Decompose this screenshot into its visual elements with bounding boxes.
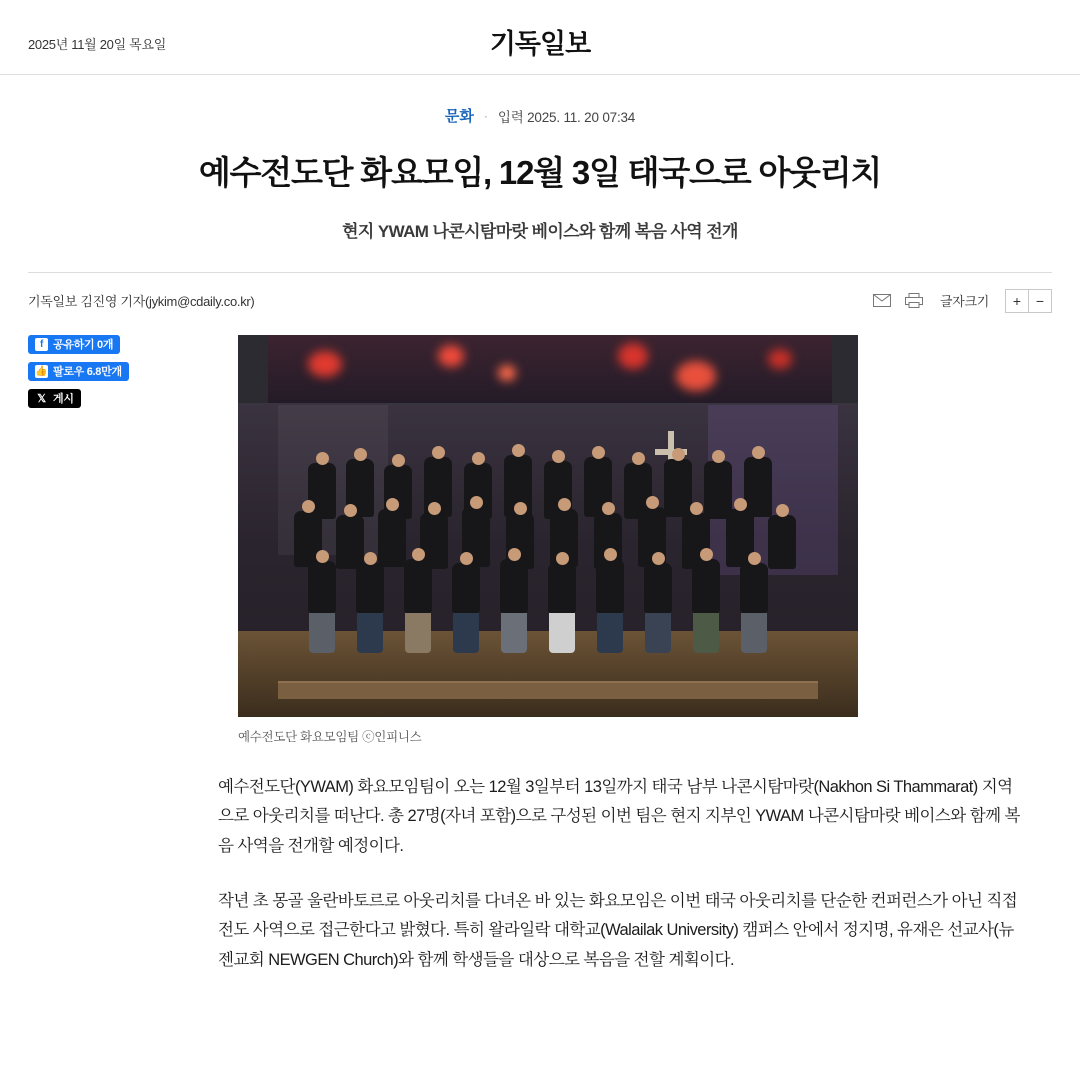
page-title: 예수전도단 화요모임, 12월 3일 태국으로 아웃리치 (198, 154, 882, 191)
photo-person (500, 559, 528, 613)
facebook-share-button[interactable] (28, 335, 120, 354)
bokeh-light (438, 345, 464, 367)
font-size-decrease-button[interactable]: − (1028, 290, 1051, 312)
thumbs-up-icon: 👍 (35, 365, 48, 377)
font-size-increase-button[interactable]: + (1006, 290, 1028, 312)
article-paragraph: 작년 초 몽골 울란바토르로 아웃리치를 다녀온 바 있는 화요모임은 이번 태국 아웃리치를 단순한 컨퍼런스가 아닌 직접 전도 사역으로 접근한다고 밝혔다. 특히 왈라일락 대학교(Walailak University) 캠퍼스 안에서 정지명, 유재은 선교사(뉴젠교회 NEWGEN Church)와 함께 학생들을 대상으로 복음을 전할 계획이다. (218, 891, 1018, 969)
photo-person (404, 559, 432, 613)
bokeh-light (768, 349, 792, 369)
facebook-icon: f (35, 338, 48, 351)
article-header (0, 105, 1080, 242)
byline: 기독일보 김진영 기자(jykim@cdaily.co.kr) (28, 294, 255, 310)
meta-separator: · (483, 108, 488, 123)
print-icon[interactable] (904, 292, 924, 309)
article-body-wrapper (0, 329, 1080, 975)
article-subheadline: 현지 YWAM 나콘시탐마랏 베이스와 함께 복음 사역 전개 (342, 221, 738, 241)
photo-person (452, 563, 480, 613)
article-figure (28, 329, 1052, 745)
article-photo (238, 335, 858, 717)
x-post-label: 게시 (53, 393, 74, 406)
photo-person-legs (501, 613, 527, 653)
bokeh-light (618, 343, 648, 369)
x-post-button[interactable] (28, 389, 81, 408)
x-icon: 𝕏 (37, 392, 46, 405)
article-tools (872, 289, 1052, 313)
facebook-share-label: 공유하기 0개 (53, 339, 114, 352)
photo-person (596, 559, 624, 613)
photo-person-legs (309, 613, 335, 653)
article-text (28, 745, 1052, 975)
article-meta (28, 105, 1052, 126)
photo-person (308, 561, 336, 613)
photo-person (356, 563, 384, 613)
photo-person-legs (357, 613, 383, 653)
photo-person (744, 457, 772, 517)
photo-person (548, 563, 576, 613)
masthead-date: 2025년 11월 20일 목요일 (28, 37, 166, 52)
bokeh-light (308, 351, 342, 377)
bokeh-light (676, 361, 716, 391)
stage-step (278, 681, 818, 699)
photo-person (664, 459, 692, 517)
photo-caption: 예수전도단 화요모임팀 ⓒ인피니스 (238, 729, 422, 744)
photo-person-legs (549, 613, 575, 653)
bokeh-light (498, 365, 516, 381)
photo-person-legs (693, 613, 719, 653)
photo-person (768, 515, 796, 569)
share-buttons (28, 335, 178, 416)
facebook-follow-label: 팔로우 6.8만개 (53, 366, 122, 379)
facebook-follow-button[interactable] (28, 362, 129, 381)
font-size-label: 글자크기 (939, 294, 989, 310)
byline-row (28, 273, 1052, 329)
photo-person (378, 509, 406, 567)
site-logo[interactable]: 기독일보 (489, 29, 591, 59)
photo-person (644, 563, 672, 613)
photo-person-legs (741, 613, 767, 653)
mail-icon[interactable] (872, 292, 892, 309)
publish-timestamp: 입력 2025. 11. 20 07:34 (497, 109, 636, 125)
photo-person-legs (453, 613, 479, 653)
font-size-stepper[interactable] (1005, 289, 1052, 313)
photo-person-legs (645, 613, 671, 653)
photo-person (336, 515, 364, 569)
stage-screen (268, 335, 832, 403)
photo-person-legs (597, 613, 623, 653)
photo-person (692, 559, 720, 613)
article-paragraph: 예수전도단(YWAM) 화요모임팀이 오는 12월 3일부터 13일까지 태국 남부 나콘시탐마랏(Nakhon Si Thammarat) 지역으로 아웃리치를 떠난다. 총 27명(자녀 포함)으로 구성된 이번 팀은 현지 지부인 YWAM 나콘시탐마랏 베이스와 함께 복음 사역을 전개할 예정이다. (218, 777, 1020, 855)
photo-person (740, 563, 768, 613)
category-link[interactable]: 문화 (444, 108, 474, 125)
masthead (0, 0, 1080, 75)
photo-person-legs (405, 613, 431, 653)
